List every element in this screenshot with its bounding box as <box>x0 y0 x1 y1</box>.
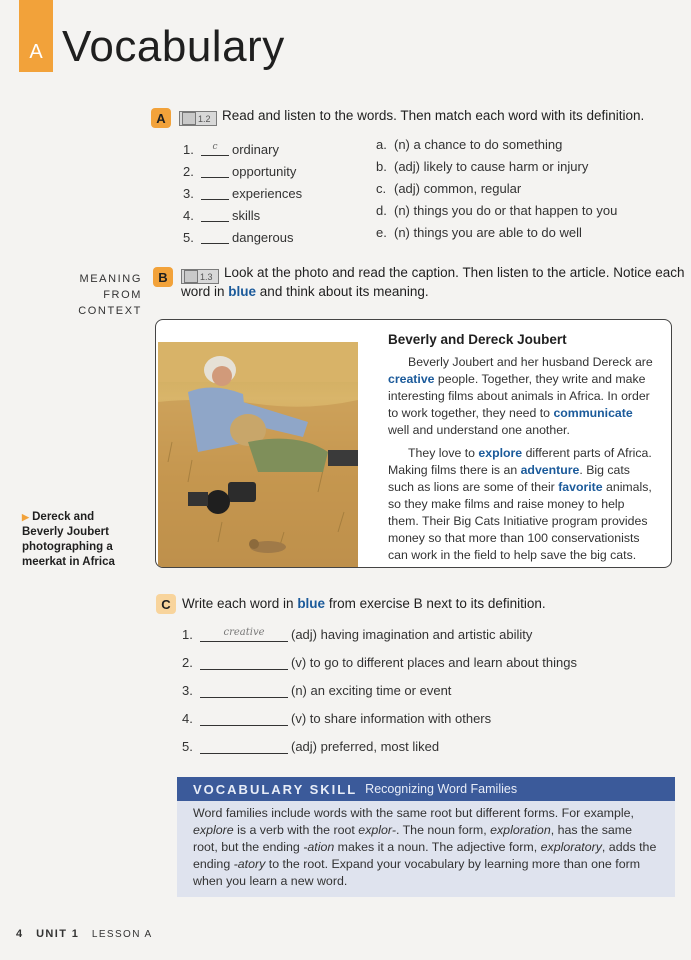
answer-blank[interactable] <box>201 209 229 222</box>
reading-paragraph-1: Beverly Joubert and her husband Dereck are creative people. Together, they write and make interesting films about animals in Africa. In order to work together, they need to communicate well and understand one another. <box>388 355 653 437</box>
skill-text-segment: makes it a noun. The adjective form, <box>334 840 541 854</box>
row-number: 5. <box>182 738 193 754</box>
skill-text-segment: explore <box>193 823 234 837</box>
audio-track-1-3[interactable]: 1.3 <box>181 269 219 284</box>
skill-text-segment: is a verb with the root <box>233 823 359 837</box>
answer-blank[interactable] <box>201 231 229 244</box>
skill-text-segment: , adds the ending <box>193 840 657 871</box>
exercise-c-list <box>182 620 582 760</box>
row-number: 2. <box>182 654 193 670</box>
definition-row <box>376 155 656 177</box>
definition-text: (adj) common, regular <box>394 180 522 196</box>
exercise-c-badge: C <box>156 594 176 614</box>
definition-row <box>376 221 656 243</box>
exercise-a-badge: A <box>151 108 171 128</box>
definition-letter: c. <box>376 180 387 196</box>
definition-row <box>376 199 656 221</box>
headphones-icon <box>182 112 196 125</box>
word-row <box>183 160 343 182</box>
exercise-a-instruction: Read and listen to the words. Then match each word with its definition. <box>222 108 645 123</box>
definition-text: (n) things you do or that happen to you <box>394 202 618 218</box>
reading-text <box>388 354 656 568</box>
answer-blank[interactable] <box>200 655 288 670</box>
skill-text-segment: explor- <box>358 823 396 837</box>
lesson-label: LESSON A <box>91 929 153 940</box>
skill-subtitle: Recognizing Word Families <box>365 782 518 796</box>
skill-text-segment: exploration <box>490 823 551 837</box>
vocab-word-favorite: favorite <box>558 480 603 494</box>
photo-illustration <box>158 342 358 568</box>
word-number: 4. <box>183 207 194 223</box>
reading-paragraph-2: They love to explore different parts of Africa. Making films there is an adventure. Big cats such as lions are some of their favorite animals, so they make films and raise money to help them. Their Big Cats Initiative program provides money so that more than 100 conservationists can work in the field to help save the big cats. <box>388 446 652 562</box>
skill-text-segment: . The noun form, <box>395 823 491 837</box>
vocab-word-explore: explore <box>478 446 523 460</box>
audio-track-1-2[interactable]: 1.2 <box>179 111 217 126</box>
skill-text <box>177 801 675 890</box>
skill-text-segment: -ation <box>303 840 335 854</box>
exercise-c-row <box>182 676 582 704</box>
answer-blank[interactable] <box>201 165 229 178</box>
definition-letter: e. <box>376 224 387 240</box>
answer-blank[interactable] <box>200 683 288 698</box>
exercise-c-instruction: Write each word in blue from exercise B next to its definition. <box>182 596 546 611</box>
section-tab <box>19 0 53 72</box>
skill-text-segment: Word families include words with the same root but different forms. For example, <box>193 806 634 820</box>
answer-blank[interactable] <box>200 711 288 726</box>
answer-blank[interactable]: creative <box>200 627 288 642</box>
word-number: 2. <box>183 163 194 179</box>
vocabulary-skill-box <box>177 777 675 897</box>
exercise-b-instruction-line1: Look at the photo and read the caption. Then listen to the article. Notice each <box>224 265 685 280</box>
skill-label: VOCABULARY SKILL <box>193 781 358 797</box>
row-number: 4. <box>182 710 193 726</box>
definition-text: (v) to share information with others <box>291 710 492 726</box>
word-number: 5. <box>183 229 194 245</box>
definition-text: (adj) having imagination and artistic ability <box>291 626 533 642</box>
vocab-word-creative: creative <box>388 372 435 386</box>
triangle-icon: ▶ <box>22 512 29 522</box>
word-row <box>183 138 343 160</box>
definition-row <box>376 177 656 199</box>
row-number: 1. <box>182 626 193 642</box>
vocab-word: opportunity <box>232 163 297 179</box>
exercise-b-badge: B <box>153 267 173 287</box>
photo-jouberts-meerkat <box>158 342 358 568</box>
skill-text-segment: exploratory <box>540 840 602 854</box>
definition-text: (adj) likely to cause harm or injury <box>394 158 589 174</box>
word-list <box>183 138 343 248</box>
definition-text: (v) to go to different places and learn about things <box>291 654 577 670</box>
skill-text-segment: to the root. Expand your vocabulary by learning more than one form when you learn a new word. <box>193 857 641 888</box>
exercise-c-row <box>182 704 582 732</box>
vocab-word: ordinary <box>232 141 279 157</box>
exercise-b-instruction-line2: word in blue and think about its meaning. <box>181 284 429 299</box>
reading-title: Beverly and Dereck Joubert <box>388 332 567 347</box>
answer-blank[interactable]: c <box>201 143 229 156</box>
definition-text: (n) things you are able to do well <box>394 224 582 240</box>
skill-text-segment: -atory <box>233 857 266 871</box>
side-label-meaning: MEANING FROM CONTEXT <box>78 273 142 317</box>
vocab-word-adventure: adventure <box>520 463 580 477</box>
definition-list <box>376 133 656 243</box>
answer-blank[interactable] <box>201 187 229 200</box>
word-row <box>183 182 343 204</box>
unit-label: UNIT 1 <box>36 928 80 940</box>
vocab-word: dangerous <box>232 229 294 245</box>
word-number: 3. <box>183 185 194 201</box>
vocab-word: experiences <box>232 185 303 201</box>
skill-text-segment: , has the same root, but the ending <box>193 823 632 854</box>
definition-letter: d. <box>376 202 387 218</box>
exercise-c-row <box>182 732 582 760</box>
definition-text: (adj) preferred, most liked <box>291 738 440 754</box>
vocab-word-communicate: communicate <box>553 406 633 420</box>
reading-box <box>155 319 672 568</box>
definition-row <box>376 133 656 155</box>
section-letter: A <box>29 41 43 63</box>
row-number: 3. <box>182 682 193 698</box>
word-number: 1. <box>183 141 194 157</box>
page-number: 4 <box>16 928 24 940</box>
page-footer <box>16 928 153 940</box>
photo-caption: ▶ Dereck and Beverly Joubert photographing a meerkat in Africa <box>22 511 115 568</box>
word-row <box>183 204 343 226</box>
exercise-c-row <box>182 648 582 676</box>
page-title: Vocabulary <box>62 22 285 71</box>
answer-blank[interactable] <box>200 739 288 754</box>
word-row <box>183 226 343 248</box>
definition-text: (n) an exciting time or event <box>291 682 452 698</box>
definition-letter: b. <box>376 158 387 174</box>
skill-header <box>177 777 675 801</box>
vocab-word: skills <box>232 207 261 223</box>
definition-text: (n) a chance to do something <box>394 136 563 152</box>
exercise-c-row <box>182 620 582 648</box>
definition-letter: a. <box>376 136 387 152</box>
